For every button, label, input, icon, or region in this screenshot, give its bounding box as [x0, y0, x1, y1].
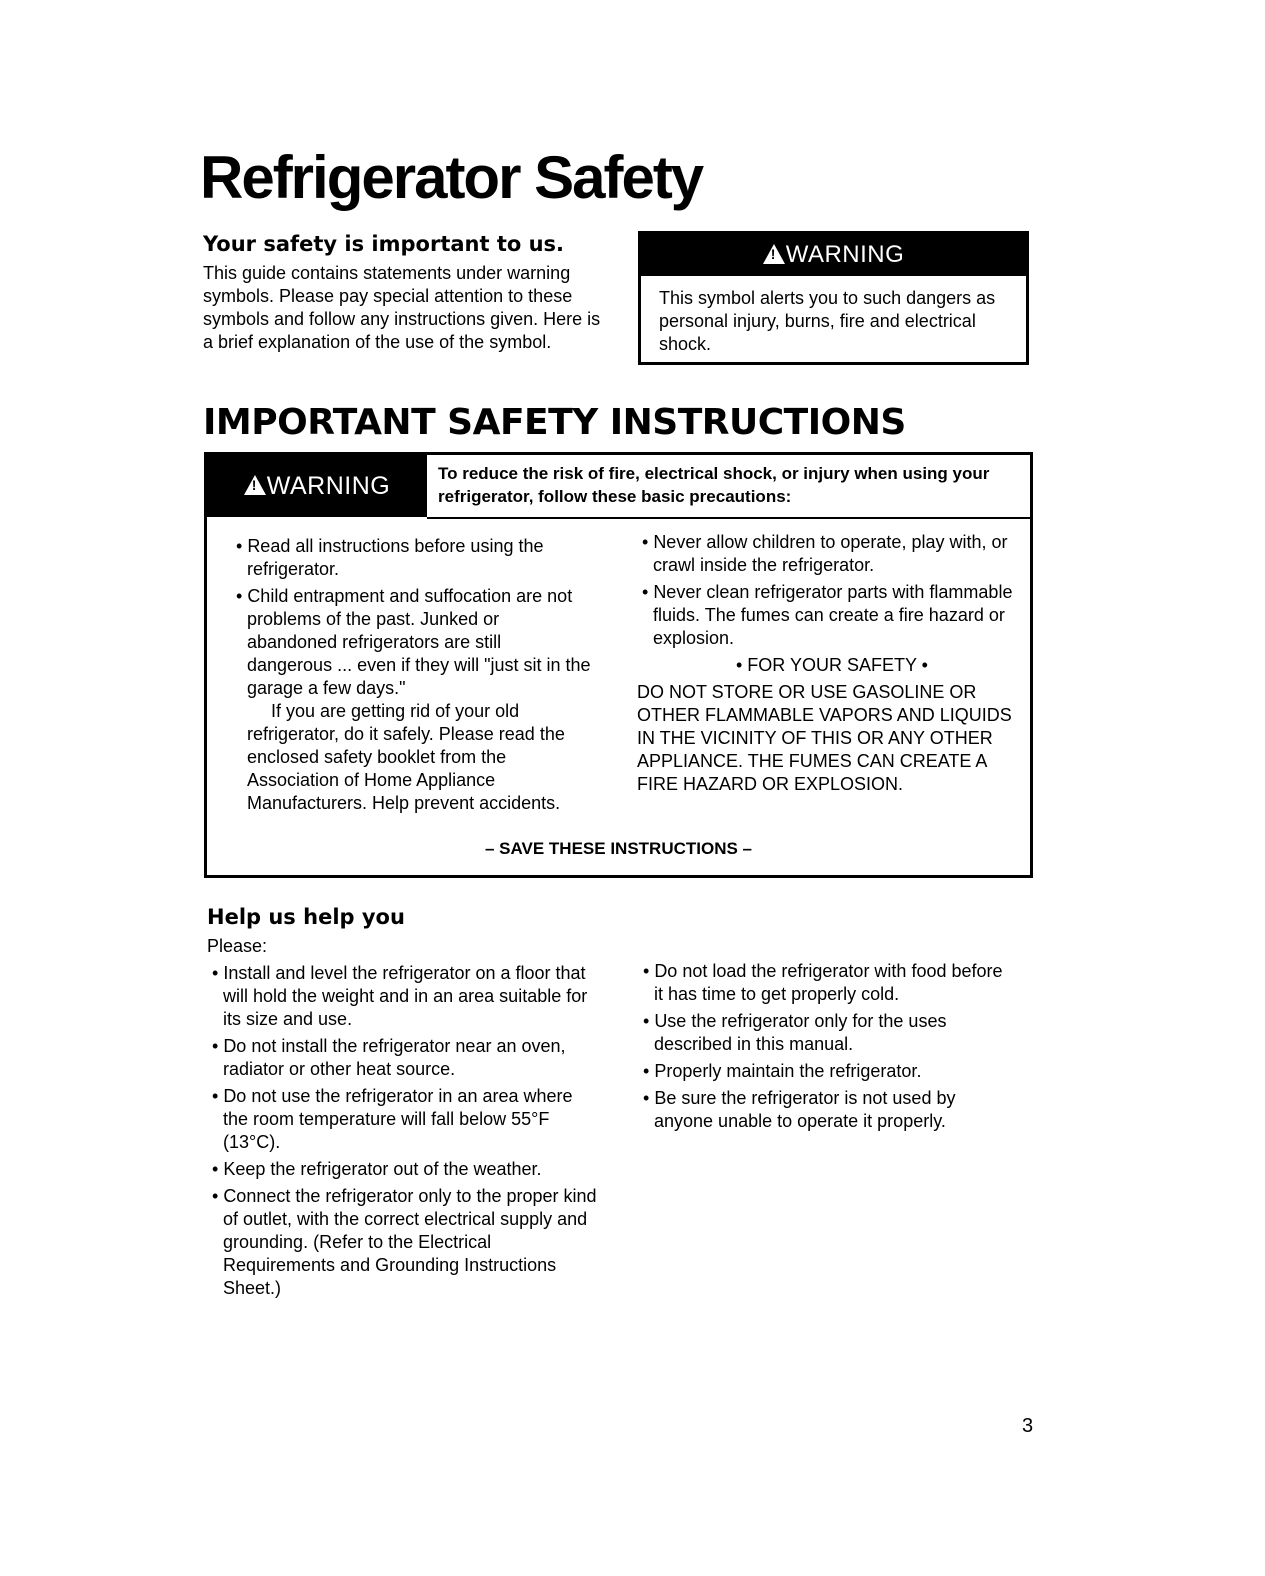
list-item: • Do not install the refrigerator near an oven, radiator or other heat source. — [207, 1035, 602, 1081]
list-item: • Install and level the refrigerator on a floor that will hold the weight and in an area suitable for its size and use. — [207, 962, 602, 1031]
warning-banner — [641, 234, 1026, 276]
for-your-safety-label: • FOR YOUR SAFETY • — [736, 655, 928, 675]
section-title: IMPORTANT SAFETY INSTRUCTIONS — [203, 402, 906, 443]
list-item: • Read all instructions before using the refrigerator. — [231, 535, 591, 581]
warning-triangle-icon — [763, 244, 785, 264]
gasoline-warning: DO NOT STORE OR USE GASOLINE OR OTHER FLAMMABLE VAPORS AND LIQUIDS IN THE VICINITY OF THIS OR ANY OTHER APPLIANCE. THE FUMES CAN CREATE A FIRE HAZARD OR EXPLOSION. — [637, 682, 1012, 794]
list-item: • Never allow children to operate, play with, or crawl inside the refrigerator. — [637, 531, 1027, 577]
warning-triangle-icon — [244, 475, 266, 495]
help-left-column — [207, 962, 602, 1304]
page-title: Refrigerator Safety — [200, 144, 703, 211]
warning-label: WARNING — [266, 471, 391, 500]
save-instructions: – SAVE THESE INSTRUCTIONS – — [484, 839, 752, 858]
help-right-column — [638, 960, 1008, 1137]
page-number: 3 — [1022, 1415, 1034, 1437]
list-item: • Keep the refrigerator out of the weather. — [207, 1158, 602, 1181]
list-item: • Never clean refrigerator parts with flammable fluids. The fumes can create a fire hazard or explosion. — [637, 581, 1027, 650]
list-item: • Do not load the refrigerator with food before it has time to get properly cold. — [638, 960, 1008, 1006]
instructions-left-column — [231, 535, 591, 815]
list-item: • Use the refrigerator only for the uses described in this manual. — [638, 1010, 1008, 1056]
precautions-header: To reduce the risk of fire, electrical shock, or injury when using your refrigerator, follow these basic precautions: — [438, 464, 990, 506]
disposal-paragraph: If you are getting rid of your old refrigerator, do it safely. Please read the enclosed safety booklet from the Association of Home Appliance Manufacturers. Help prevent accidents. — [247, 701, 565, 813]
intro-heading: Your safety is important to us. — [203, 232, 565, 256]
safety-instructions-box — [204, 452, 1033, 878]
warning-label: WARNING — [785, 241, 905, 268]
intro-text: This guide contains statements under warning symbols. Please pay special attention to these symbols and follow any instructions given. Here is a brief explanation of the use of the symbol. — [203, 263, 601, 352]
list-item: • Be sure the refrigerator is not used by anyone unable to operate it properly. — [638, 1087, 1008, 1133]
warning-banner — [207, 455, 427, 517]
list-item: • Properly maintain the refrigerator. — [638, 1060, 1008, 1083]
list-item: • Do not use the refrigerator in an area where the room temperature will fall below 55°F (13°C). — [207, 1085, 602, 1154]
help-please: Please: — [207, 936, 268, 956]
header-divider — [427, 517, 1030, 519]
list-item: • Child entrapment and suffocation are not problems of the past. Junked or abandoned refrigerators are still dangerous ... even if they will "just sit in the garage a few days." — [231, 585, 591, 700]
warning-symbol-text: This symbol alerts you to such dangers as personal injury, burns, fire and electrical shock. — [659, 288, 996, 354]
list-item: • Connect the refrigerator only to the proper kind of outlet, with the correct electrical supply and grounding. (Refer to the Electrical Requirements and Grounding Instructions Sheet.) — [207, 1185, 602, 1300]
warning-symbol-box — [638, 231, 1029, 365]
help-heading: Help us help you — [207, 905, 405, 929]
instructions-right-column — [637, 531, 1027, 796]
